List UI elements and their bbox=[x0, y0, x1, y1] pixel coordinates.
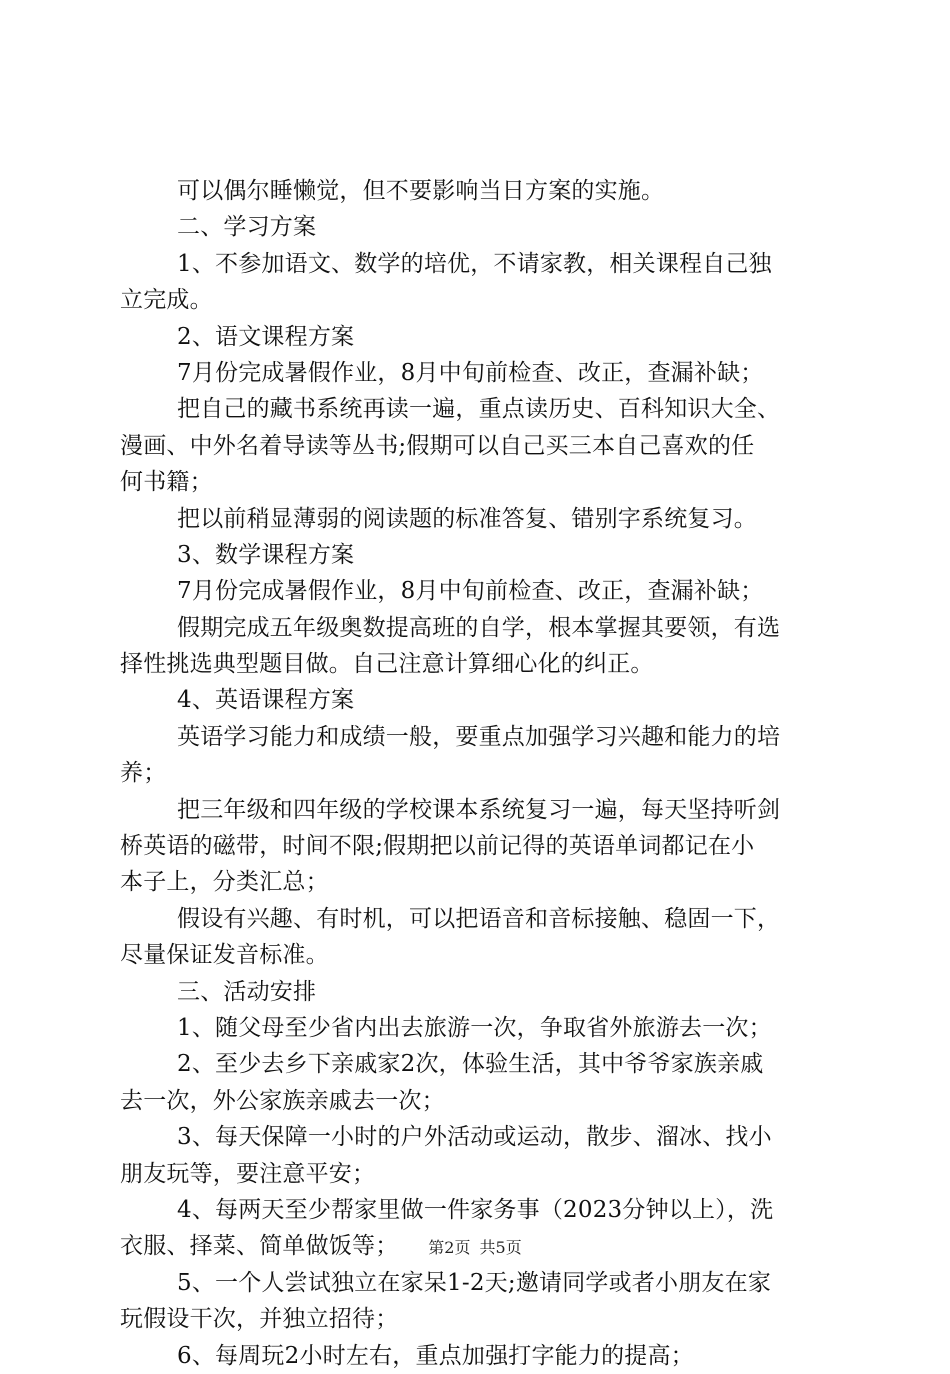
text-line: 6、每周玩2小时左右，重点加强打字能力的提高； bbox=[177, 1342, 694, 1369]
text-line: 养； bbox=[120, 760, 167, 787]
page-number: 第2页 bbox=[428, 1238, 471, 1257]
text-line: 1、不参加语文、数学的培优，不请家教，相关课程自己独 bbox=[177, 250, 772, 277]
text-line: 5、一个人尝试独立在家呆1-2天;邀请同学或者小朋友在家 bbox=[177, 1269, 772, 1296]
text-line: 朋友玩等，要注意平安； bbox=[120, 1160, 376, 1187]
page-total: 共5页 bbox=[479, 1238, 522, 1257]
text-line: 何书籍； bbox=[120, 469, 213, 496]
page-footer bbox=[0, 1237, 950, 1259]
text-line: 立完成。 bbox=[120, 287, 213, 314]
text-line: 假期完成五年级奥数提高班的自学，根本掌握其要领，有选 bbox=[177, 614, 781, 641]
text-line: 把自己的藏书系统再读一遍，重点读历史、百科知识大全、 bbox=[177, 396, 781, 423]
text-line: 去一次，外公家族亲戚去一次； bbox=[120, 1087, 445, 1114]
text-line: 衣服、择菜、简单做饭等； bbox=[120, 1233, 399, 1260]
text-line: 可以偶尔睡懒觉，但不要影响当日方案的实施。 bbox=[177, 178, 665, 204]
text-line: 3、每天保障一小时的户外活动或运动，散步、溜冰、找小 bbox=[177, 1124, 772, 1151]
text-line: 尽量保证发音标准。 bbox=[120, 942, 329, 969]
text-line: 把三年级和四年级的学校课本系统复习一遍，每天坚持听剑 bbox=[177, 796, 781, 823]
text-line: 玩假设干次，并独立招待； bbox=[120, 1306, 399, 1333]
text-line: 7月份完成暑假作业，8月中旬前检查、改正，查漏补缺； bbox=[177, 578, 764, 605]
text-line: 把以前稍显薄弱的阅读题的标准答复、错别字系统复习。 bbox=[177, 505, 757, 532]
text-line: 本子上，分类汇总； bbox=[120, 869, 329, 896]
text-line: 桥英语的磁带，时间不限;假期把以前记得的英语单词都记在小 bbox=[120, 833, 755, 860]
text-line: 漫画、中外名着导读等丛书;假期可以自己买三本自己喜欢的任 bbox=[120, 432, 755, 459]
text-line: 择性挑选典型题目做。自己注意计算细心化的纠正。 bbox=[120, 651, 654, 678]
text-line: 英语学习能力和成绩一般，要重点加强学习兴趣和能力的培 bbox=[177, 723, 781, 750]
text-line: 4、每两天至少帮家里做一件家务事（2023分钟以上），洗 bbox=[177, 1196, 774, 1223]
subheading-english-plan: 4、英语课程方案 bbox=[177, 687, 355, 714]
subheading-chinese-plan: 2、语文课程方案 bbox=[177, 323, 355, 350]
text-line: 假设有兴趣、有时机，可以把语音和音标接触、稳固一下， bbox=[177, 905, 781, 932]
document-body bbox=[120, 173, 834, 1374]
section-heading-activities: 三、活动安排 bbox=[177, 978, 317, 1005]
section-heading-study-plan: 二、学习方案 bbox=[177, 214, 317, 241]
text-line: 7月份完成暑假作业，8月中旬前检查、改正，查漏补缺； bbox=[177, 359, 764, 386]
subheading-math-plan: 3、数学课程方案 bbox=[177, 541, 355, 568]
text-line: 1、随父母至少省内出去旅游一次，争取省外旅游去一次； bbox=[177, 1014, 772, 1041]
text-line: 2、至少去乡下亲戚家2次，体验生活，其中爷爷家族亲戚 bbox=[177, 1051, 764, 1078]
